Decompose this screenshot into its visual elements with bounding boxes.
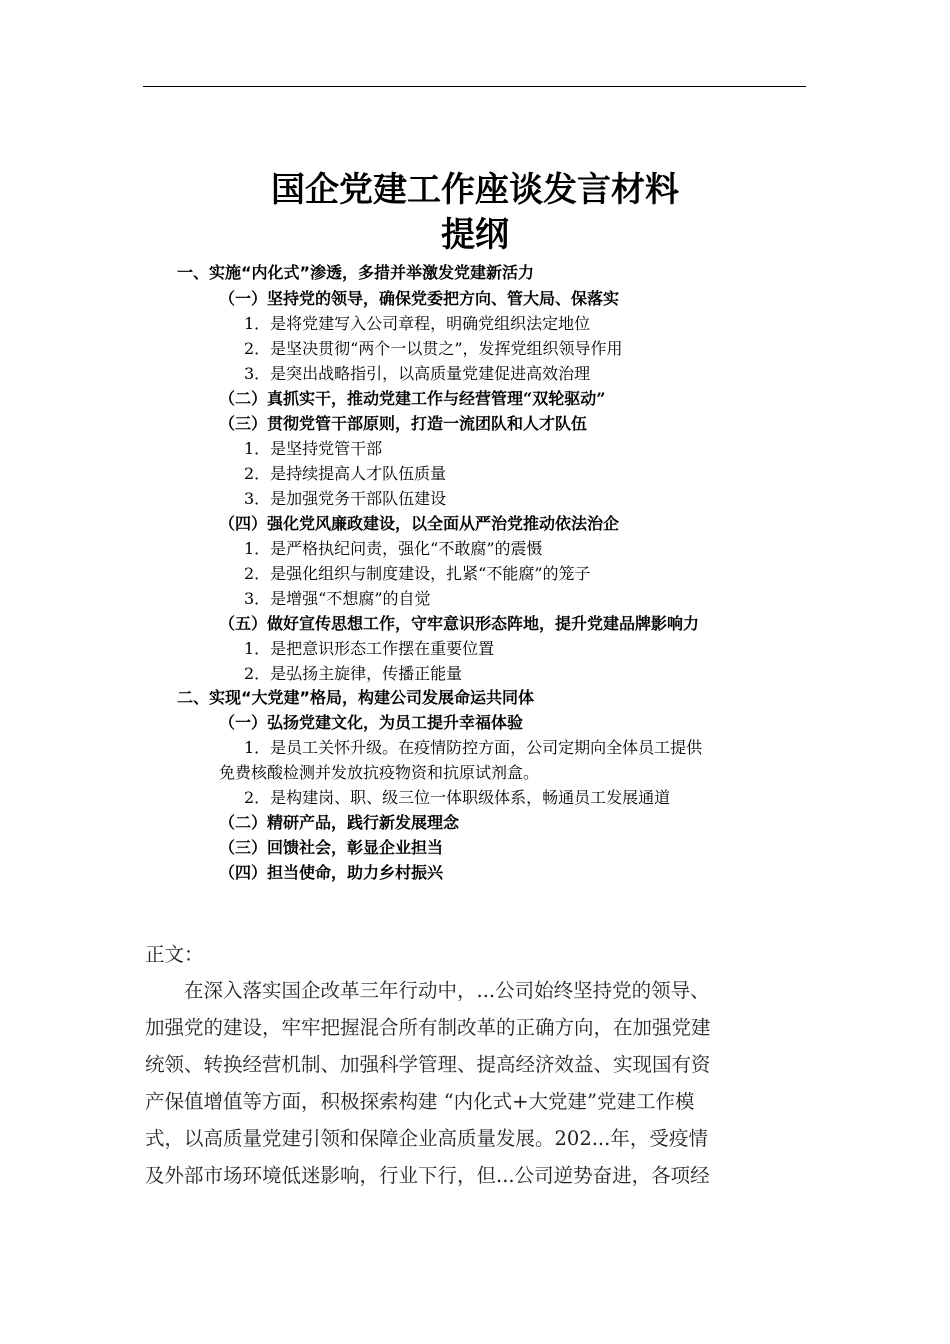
outline-item: 2．是构建岗、职、级三位一体职级体系，畅通员工发展通道 — [244, 788, 671, 807]
outline-subheading: （二）真抓实干，推动党建工作与经营管理“双轮驱动” — [219, 389, 606, 408]
body-label: 正文： — [145, 943, 204, 966]
body-line: 产保值增值等方面，积极探索构建 “内化式+大党建”党建工作模 — [145, 1090, 695, 1113]
outline-subheading: （一）弘扬党建文化，为员工提升幸福体验 — [219, 713, 524, 732]
document-title: 国企党建工作座谈发言材料 — [271, 170, 679, 210]
body-line: 在深入落实国企改革三年行动中，...公司始终坚持党的领导、 — [145, 979, 710, 1002]
outline-subheading: （三）回馈社会，彰显企业担当 — [219, 838, 444, 857]
outline-item: 1．是严格执纪问责，强化“不敢腐”的震慑 — [244, 539, 543, 558]
body-line: 及外部市场环境低迷影响，行业下行，但...公司逆势奋进，各项经 — [145, 1164, 710, 1187]
outline-item: 3．是加强党务干部队伍建设 — [244, 489, 447, 508]
document-subtitle: 提纲 — [441, 215, 509, 255]
outline-item: 3．是增强“不想腐”的自觉 — [244, 589, 431, 608]
outline-item: 2．是坚决贯彻“两个一以贯之”，发挥党组织领导作用 — [244, 339, 623, 358]
outline-item: 3．是突出战略指引，以高质量党建促进高效治理 — [244, 364, 591, 383]
outline-item: 2．是弘扬主旋律，传播正能量 — [244, 664, 463, 683]
outline-item: 1．是将党建写入公司章程，明确党组织法定地位 — [244, 314, 591, 333]
outline-subheading: （四）担当使命，助力乡村振兴 — [219, 863, 444, 882]
outline-item: 2．是强化组织与制度建设，扎紧“不能腐”的笼子 — [244, 564, 591, 583]
outline-subheading: （三）贯彻党管干部原则，打造一流团队和人才队伍 — [219, 414, 588, 433]
header-rule — [143, 86, 806, 87]
outline-item: 2．是持续提高人才队伍质量 — [244, 464, 447, 483]
body-line: 统领、转换经营机制、加强科学管理、提高经济效益、实现国有资 — [145, 1053, 711, 1076]
outline-subheading: （四）强化党风廉政建设，以全面从严治党推动依法治企 — [219, 514, 620, 533]
outline-item: 1．是坚持党管干部 — [244, 439, 383, 458]
outline-item-continuation: 免费核酸检测并发放抗疫物资和抗原试剂盒。 — [219, 763, 540, 782]
outline-item: 1．是把意识形态工作摆在重要位置 — [244, 639, 495, 658]
outline-subheading: （一）坚持党的领导，确保党委把方向、管大局、保落实 — [219, 289, 620, 308]
outline-heading-2: 二、实现“大党建”格局，构建公司发展命运共同体 — [177, 688, 535, 707]
body-line: 式，以高质量党建引领和保障企业高质量发展。202...年，受疫情 — [145, 1127, 708, 1150]
outline-subheading: （二）精研产品，践行新发展理念 — [219, 813, 460, 832]
outline-heading-1: 一、实施“内化式”渗透，多措并举激发党建新活力 — [177, 263, 535, 282]
outline-item: 1．是员工关怀升级。在疫情防控方面，公司定期向全体员工提供 — [244, 738, 703, 757]
body-line: 加强党的建设，牢牢把握混合所有制改革的正确方向，在加强党建 — [145, 1016, 711, 1039]
outline-subheading: （五）做好宣传思想工作，守牢意识形态阵地，提升党建品牌影响力 — [219, 614, 700, 633]
